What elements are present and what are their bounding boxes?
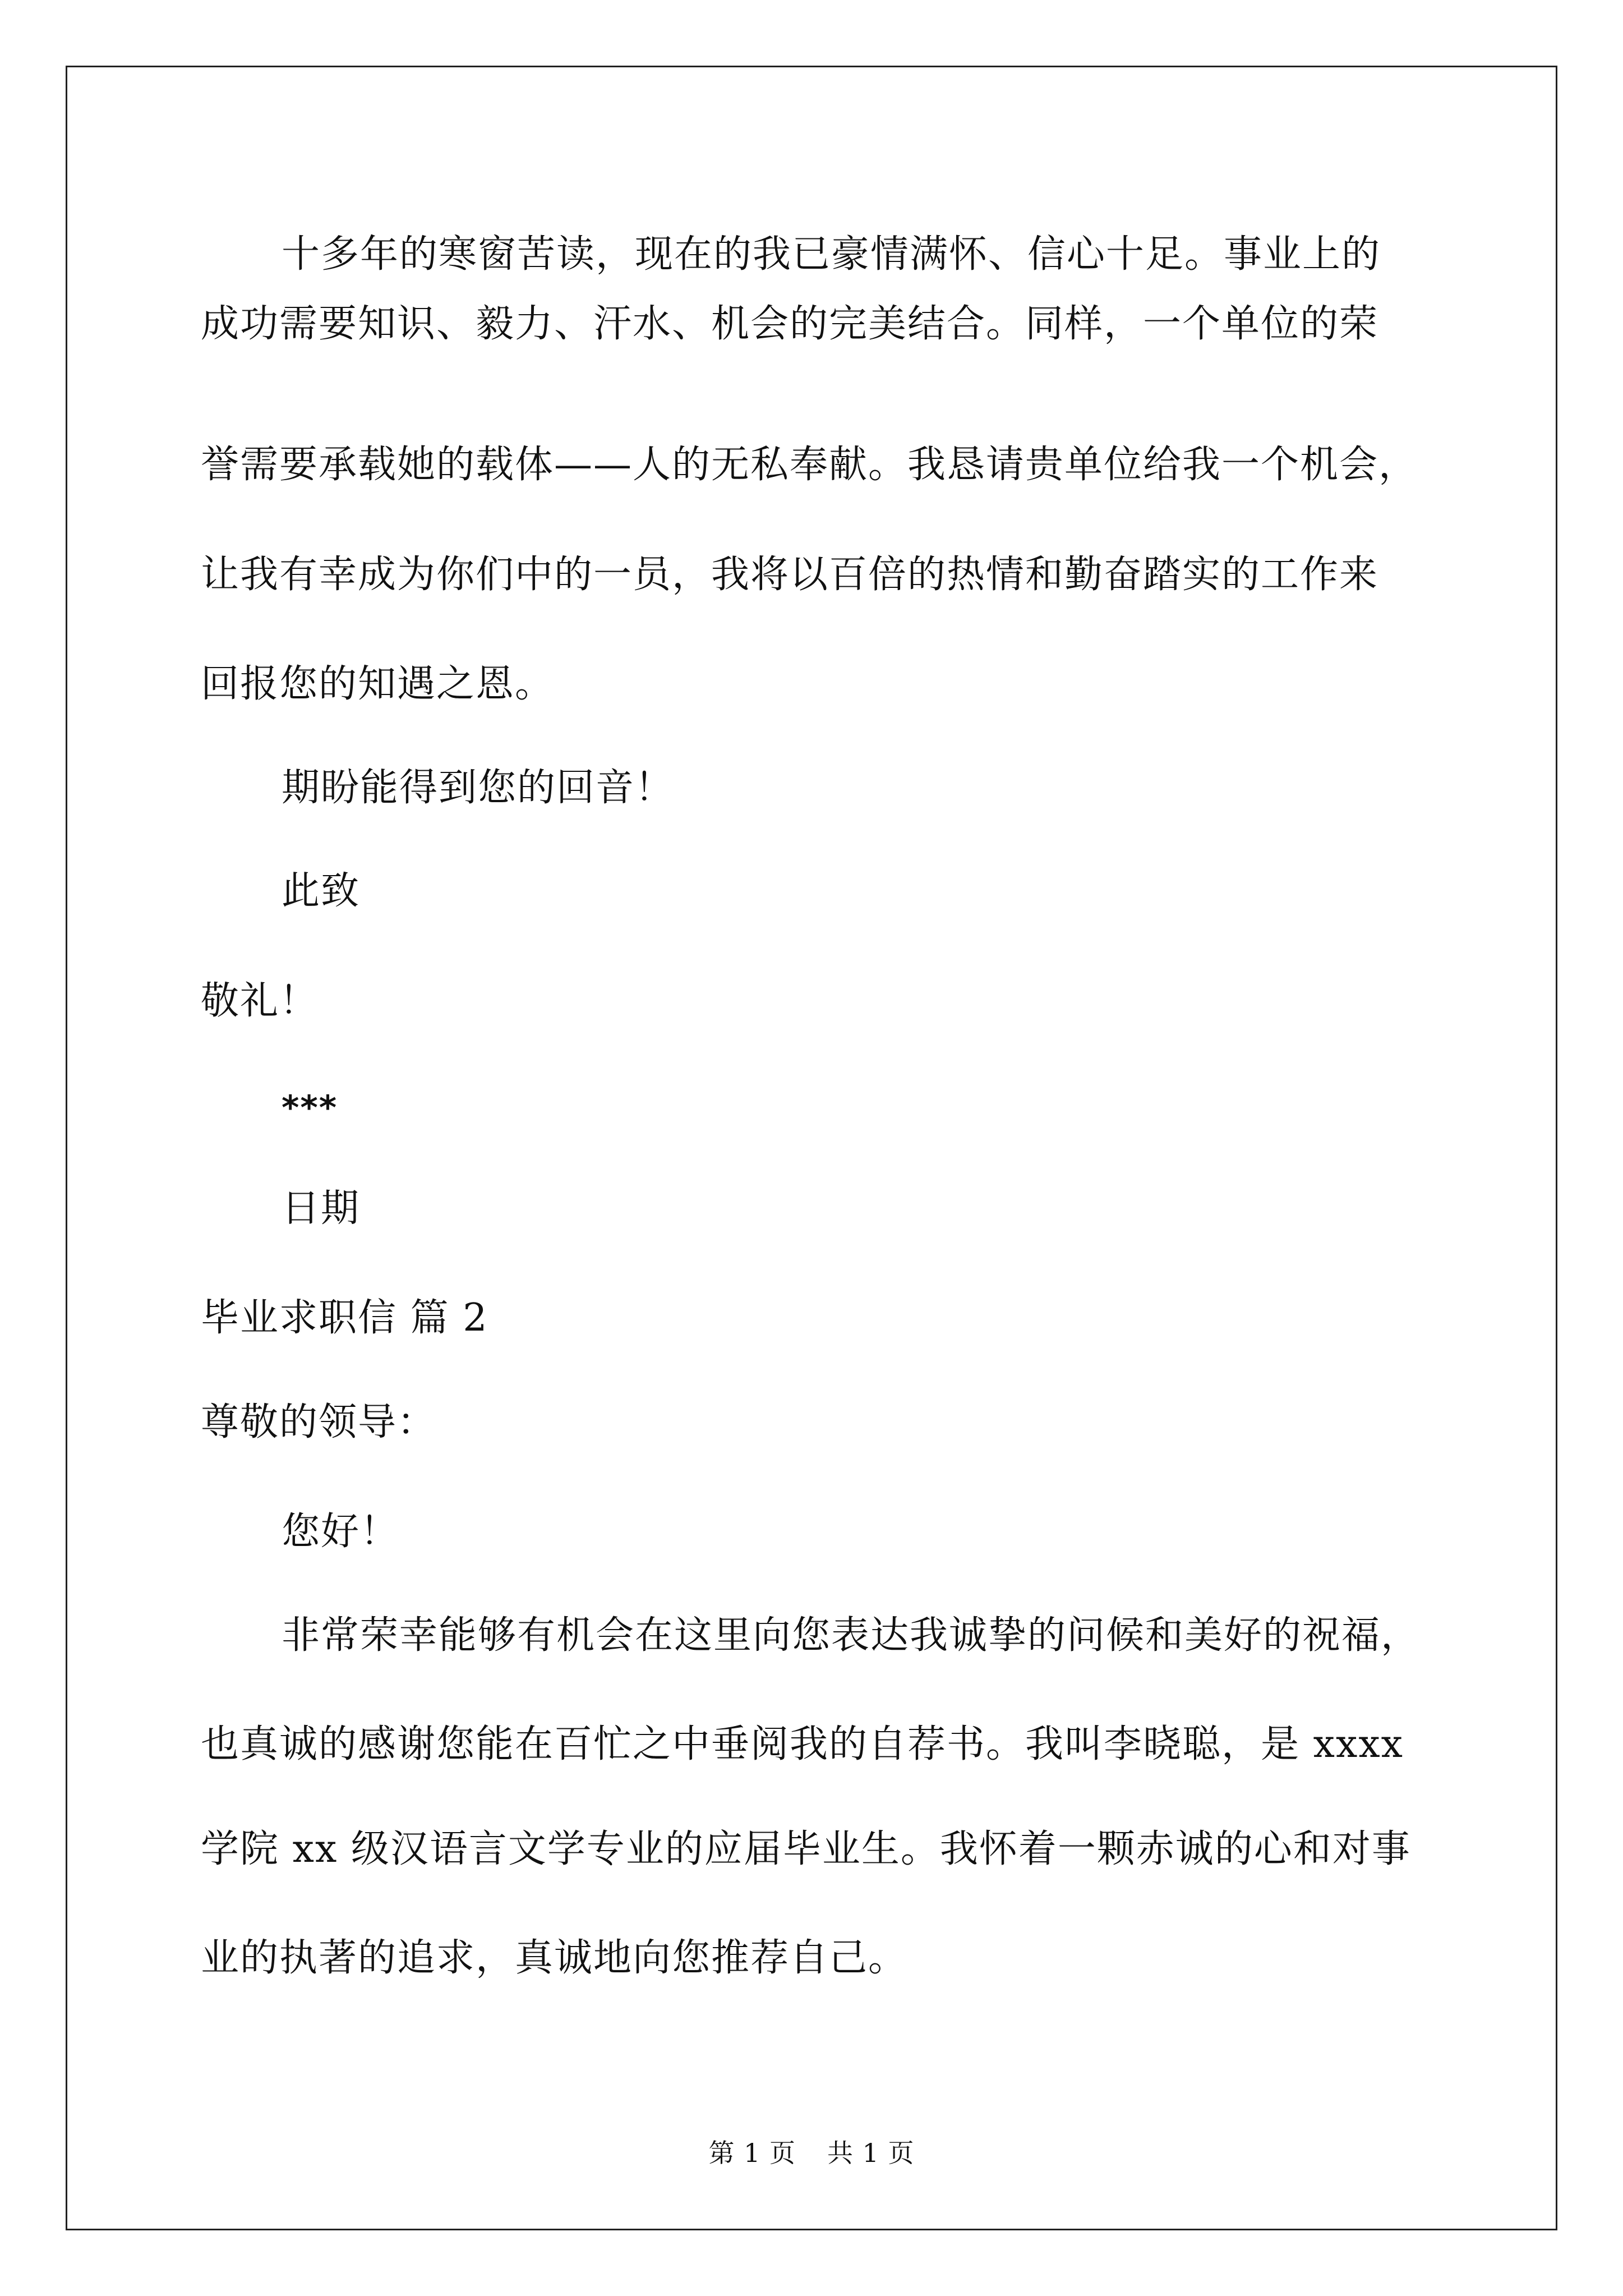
paragraph-2-line-3: 学院 xx 级汉语言文学专业的应届毕业生。我怀着一颗赤诚的心和对事 [201,1827,1411,1871]
paragraph-2-line-1: 非常荣幸能够有机会在这里向您表达我诚挚的问候和美好的祝福， [282,1613,1421,1658]
paragraph-1-line-4: 让我有幸成为你们中的一员，我将以百倍的热情和勤奋踏实的工作来 [201,553,1379,597]
section-heading: 毕业求职信 篇 2 [201,1296,488,1340]
salutation-ci-zhi: 此致 [282,869,361,913]
paragraph-1-line-5: 回报您的知遇之恩。 [201,662,555,706]
page-number-current: 第 1 页 [708,2138,796,2168]
salutation-jing-li: 敬礼！ [201,979,319,1023]
date-label: 日期 [282,1186,361,1231]
page-border [66,66,1557,2230]
page-number-total: 共 1 页 [827,2138,915,2168]
paragraph-2-line-2: 也真诚的感谢您能在百忙之中垂阅我的自荐书。我叫李晓聪，是 xxxx [201,1722,1404,1766]
signature-placeholder: *** [282,1088,338,1128]
paragraph-1-line-3: 誉需要承载她的载体——人的无私奉献。我恳请贵单位给我一个机会， [201,443,1418,487]
greeting-hello: 您好！ [282,1510,400,1554]
closing-hope: 期盼能得到您的回音！ [282,766,675,810]
paragraph-1-line-2: 成功需要知识、毅力、汗水、机会的完美结合。同样，一个单位的荣 [201,302,1379,346]
paragraph-1-line-1: 十多年的寒窗苦读，现在的我已豪情满怀、信心十足。事业上的 [282,232,1381,277]
page-footer [0,2133,1623,2170]
greeting-recipient: 尊敬的领导： [201,1400,437,1444]
paragraph-2-line-4: 业的执著的追求，真诚地向您推荐自己。 [201,1936,908,1980]
